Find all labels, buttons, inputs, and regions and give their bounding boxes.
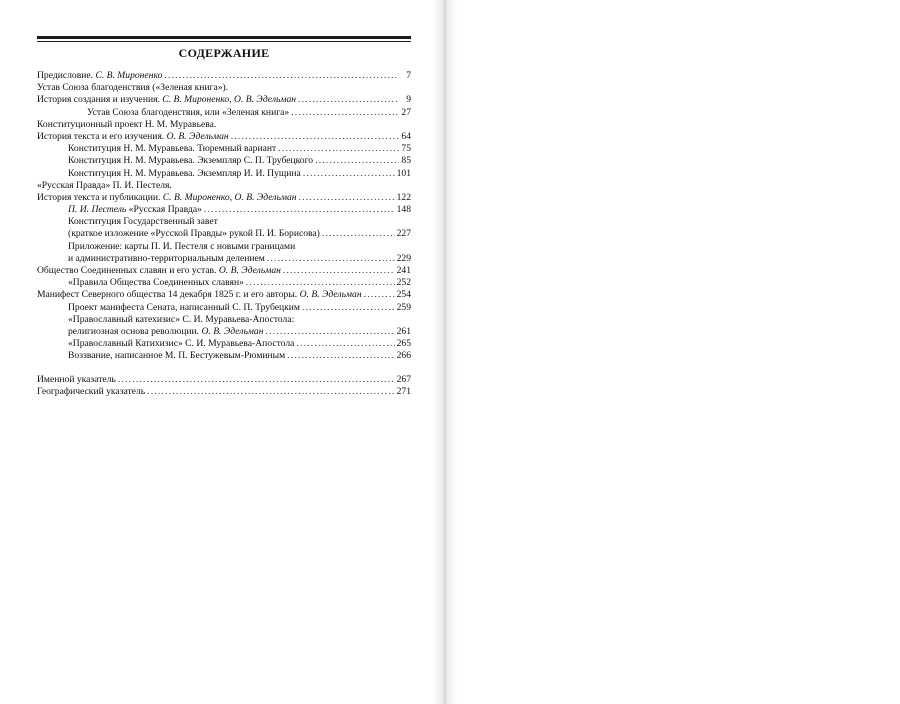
toc-entry: [37, 350, 411, 362]
toc-page-number: 7: [406, 70, 411, 81]
toc-entry: [37, 241, 411, 253]
toc-entry-author: О. В. Эдельман: [218, 265, 281, 276]
toc-entry-title: [68, 314, 294, 326]
toc-entry-title: [37, 374, 116, 386]
toc-page-number: 241: [396, 265, 411, 276]
toc-entry-text: История создания и изучения.: [37, 94, 163, 106]
toc-entry-text: Конституция Н. М. Муравьева. Экземпляр И. И. Пущина: [68, 167, 301, 179]
toc-entry: [37, 253, 411, 265]
toc-leader-dots: [291, 107, 399, 119]
toc-entry-author: О. В. Эдельман: [166, 130, 229, 142]
toc-entry-title: [68, 168, 301, 180]
toc-entry: [37, 70, 411, 82]
toc-entry-title: [37, 94, 296, 106]
toc-leader-dots: [299, 192, 395, 204]
toc-leader-dots: [147, 386, 395, 398]
toc-entry-title: [37, 119, 216, 131]
toc-page-number: 266: [396, 350, 411, 362]
header-rule-thick: [37, 36, 411, 39]
toc-entry-text: Устав Союза благоденствия, или «Зеленая книга»: [87, 106, 290, 118]
toc-list: [37, 70, 411, 398]
toc-entry-title: [68, 302, 300, 314]
toc-entry-text: и административно-территориальным делением: [68, 252, 265, 264]
toc-entry: [37, 204, 411, 216]
toc-entry-author: С. В. Мироненко: [95, 70, 163, 81]
toc-leader-dots: [315, 155, 399, 167]
toc-entry-title: [68, 228, 320, 240]
toc-entry: [37, 302, 411, 314]
toc-entry-text: Именной указатель: [37, 373, 116, 385]
toc-entry-author: П. И. Пестель: [68, 204, 127, 216]
toc-leader-dots: [118, 374, 395, 386]
toc-page-number: 252: [396, 277, 411, 289]
toc-entry-text: «Русская Правда» П. И. Пестеля.: [37, 179, 172, 191]
toc-entry-text: религиозная основа революции.: [68, 325, 202, 337]
toc-entry-text: (краткое изложение «Русской Правды» рукой П. И. Борисова): [68, 228, 320, 240]
toc-entry: [37, 168, 411, 180]
toc-page-number: 271: [396, 385, 411, 397]
left-page: [0, 0, 440, 704]
toc-leader-dots: [287, 350, 394, 362]
toc-entry-title: [68, 350, 285, 362]
toc-entry-title: [37, 386, 145, 398]
toc-page-number: 229: [396, 252, 411, 264]
toc-entry: [37, 155, 411, 167]
toc-entry: [37, 94, 411, 106]
toc-entry-title: [37, 289, 362, 301]
toc-entry-text: «Православный катехизис» С. И. Муравьева-Апостола:: [68, 313, 295, 325]
toc-entry: [37, 180, 411, 192]
toc-leader-dots: [164, 70, 399, 82]
header-rule-thin: [37, 41, 411, 42]
toc-title: СОДЕРЖАНИЕ: [178, 46, 270, 60]
toc-page-number: 227: [396, 228, 411, 240]
toc-entry-title: [68, 326, 264, 338]
toc-entry-title: [68, 155, 313, 167]
toc-entry-title: [87, 107, 289, 119]
toc-leader-dots: [278, 143, 399, 155]
toc-page-number: 267: [396, 373, 411, 385]
toc-entry-title: [68, 204, 202, 216]
toc-entry-text: «Правила Общества Соединенных славян»: [68, 277, 244, 289]
toc-leader-dots: [322, 228, 395, 240]
toc-page-number: 101: [396, 167, 411, 179]
toc-entry: [37, 314, 411, 326]
toc-page-number: 64: [401, 130, 411, 142]
toc-leader-dots: [246, 277, 395, 289]
toc-page-number: 261: [396, 325, 411, 337]
toc-entry-text: Общество Соединенных славян и его устав.: [37, 265, 219, 276]
toc-entry-author: О. В. Эдельман: [299, 289, 362, 301]
toc-entry: [37, 265, 411, 277]
toc-entry: [37, 216, 411, 228]
toc-page-number: 148: [396, 204, 411, 216]
toc-leader-dots: [296, 338, 394, 350]
toc-entry-text: Конституция Н. М. Муравьева. Тюремный вариант: [68, 143, 277, 155]
toc-entry-text: Конституция Н. М. Муравьева. Экземпляр С. П. Трубецкого: [68, 155, 314, 167]
toc-page-number: 254: [396, 289, 411, 301]
toc-leader-dots: [303, 168, 395, 180]
toc-entry-text: Конституция Государственный завет: [68, 216, 218, 228]
toc-entry-text: История текста и публикации.: [37, 191, 163, 203]
toc-entry: [37, 228, 411, 240]
toc-entry: [37, 143, 411, 155]
toc-entry-text: Предисловие.: [37, 70, 96, 81]
toc-entry-text: Манифест Северного общества 14 декабря 1825 г. и его авторы.: [37, 289, 300, 301]
toc-leader-dots: [283, 265, 395, 277]
toc-entry: [37, 326, 411, 338]
toc-leader-dots: [204, 204, 395, 216]
toc-entry: [37, 289, 411, 301]
toc-entry-title: [37, 131, 229, 143]
toc-leader-dots: [231, 131, 399, 143]
toc-page-number: 265: [396, 338, 411, 350]
toc-entry-title: [68, 338, 294, 350]
toc-entry-text: Приложение: карты П. И. Пестеля с новыми границами: [68, 240, 296, 252]
toc-page-number: 27: [401, 106, 411, 118]
toc-entry: [37, 338, 411, 350]
toc-leader-dots: [267, 253, 395, 265]
toc-entry: [37, 107, 411, 119]
toc-entry-title: [37, 70, 162, 82]
toc-page-number: 259: [396, 301, 411, 313]
toc-leader-dots: [364, 289, 395, 301]
toc-page-number: 75: [401, 143, 411, 155]
toc-entry-title: [37, 265, 281, 277]
toc-entry-text: «Православный Катихизис» С. И. Муравьева-Апостола: [68, 338, 295, 350]
toc-entry: [37, 131, 411, 143]
toc-leader-dots: [302, 302, 395, 314]
toc-entry-author: О. В. Эдельман: [201, 325, 264, 337]
toc-entry: [37, 192, 411, 204]
toc-entry: [37, 82, 411, 94]
toc-entry-text: Проект манифеста Сената, написанный С. П. Трубецким: [68, 301, 300, 313]
toc-page-number: 122: [396, 191, 411, 203]
toc-leader-dots: [298, 94, 399, 106]
toc-entry: [37, 386, 411, 398]
toc-entry-text: Устав Союза благоденствия («Зеленая книга»).: [37, 82, 229, 94]
toc-entry-text: Воззвание, написанное М. П. Бестужевым-Рюминым: [68, 350, 286, 362]
toc-page-number: 9: [406, 94, 411, 106]
toc-entry-author: С. В. Мироненко, О. В. Эдельман: [162, 94, 297, 106]
toc-entry-title: [68, 216, 218, 228]
toc-entry: [37, 119, 411, 131]
toc-entry-title: [68, 253, 265, 265]
toc-entry-title: [68, 241, 295, 253]
toc-entry-title: [68, 143, 276, 155]
toc-leader-dots: [266, 326, 395, 338]
toc-entry-text: История текста и его изучения.: [37, 130, 167, 142]
toc-entry-title: [68, 277, 244, 289]
toc-entry-text: Конституционный проект Н. М. Муравьева.: [37, 118, 217, 130]
toc-page-number: 85: [401, 155, 411, 167]
toc-entry-title: [37, 82, 228, 94]
toc-entry-title: [37, 180, 172, 192]
toc-entry: [37, 277, 411, 289]
toc-entry-title: [37, 192, 297, 204]
right-page-blank: [452, 0, 900, 704]
toc-entry-text: Географический указатель: [37, 385, 146, 397]
toc-entry-text: «Русская Правда»: [126, 204, 202, 216]
toc-entry-author: С. В. Мироненко, О. В. Эдельман: [162, 191, 297, 203]
toc-entry: [37, 374, 411, 386]
